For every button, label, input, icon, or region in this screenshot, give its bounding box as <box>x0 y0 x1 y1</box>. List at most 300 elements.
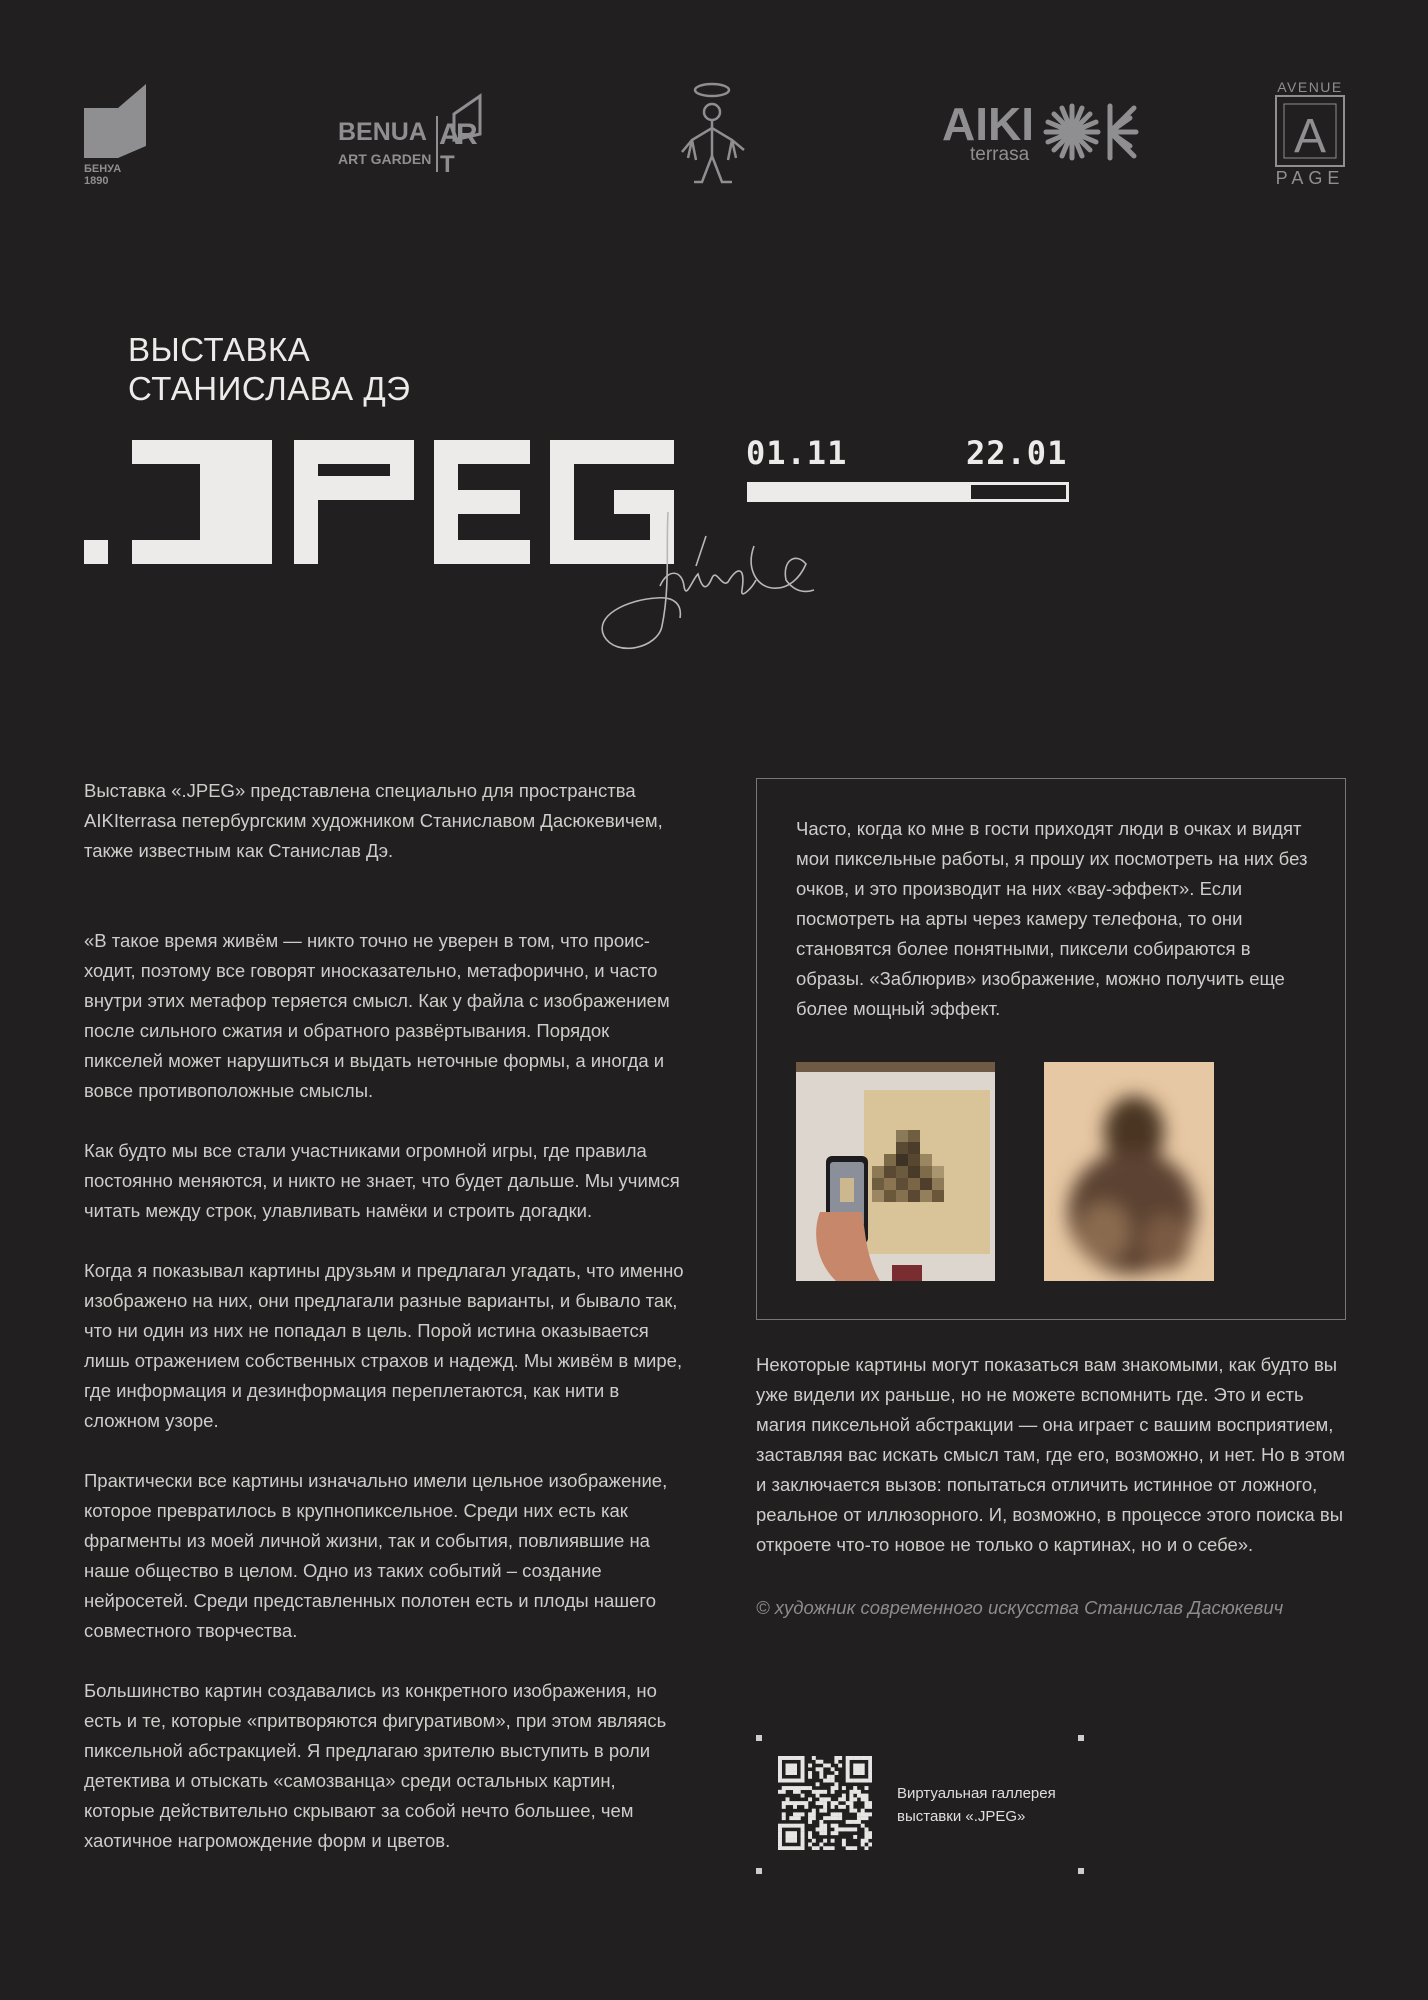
qr-module <box>782 1816 786 1820</box>
qr-caption-line-2: выставки «.JPEG» <box>897 1808 1026 1825</box>
qr-module <box>816 1760 820 1764</box>
qr-module <box>853 1779 857 1783</box>
qr-module <box>801 1831 805 1835</box>
qr-module <box>861 1756 865 1760</box>
qr-module <box>831 1839 835 1843</box>
partner-logos-row <box>0 0 1428 200</box>
svg-text:БЕНУА: БЕНУА <box>84 163 122 175</box>
qr-module <box>853 1820 857 1824</box>
qr-module <box>797 1779 801 1783</box>
qr-module <box>861 1824 865 1828</box>
qr-module <box>853 1756 857 1760</box>
qr-module <box>793 1831 797 1835</box>
qr-module <box>782 1779 786 1783</box>
qr-module <box>801 1842 805 1846</box>
qr-module <box>853 1835 857 1839</box>
qr-module <box>838 1797 842 1801</box>
intro-paragraph: Выставка «.JPEG» представлена специально для пространства AIKIterrasa петербургским художником Станиславом Дасюкевичем, также известным как Станислав Дэ. <box>84 780 663 861</box>
qr-module <box>857 1767 861 1771</box>
qr-module <box>808 1764 812 1768</box>
qr-module <box>831 1812 835 1816</box>
qr-module <box>808 1820 812 1824</box>
date-end: 22.01 <box>966 434 1068 472</box>
qr-module <box>808 1842 812 1846</box>
body-paragraph-3: Когда я показывал картины друзьям и предлагал угадать, что именно изображено на них, они предлагали разные варианты, и бывало так, что ни один из них не попадал в цель. Порой истина оказывается лишь отражением собственных страхов и надежд. Мы живём в мире, где информация и дезинформация переплетаются, как нити в сложном узоре. <box>84 1260 684 1431</box>
qr-module <box>838 1764 842 1768</box>
date-start: 01.11 <box>746 434 848 472</box>
qr-module <box>846 1767 850 1771</box>
qr-module <box>861 1809 865 1813</box>
qr-module <box>838 1816 842 1820</box>
exhibition-subtitle <box>128 330 410 408</box>
qr-module <box>789 1801 793 1805</box>
aiki-terrasa-logo <box>940 98 1140 168</box>
qr-module <box>786 1835 790 1839</box>
qr-module <box>868 1801 872 1805</box>
qr-module <box>861 1812 865 1816</box>
qr-module <box>857 1771 861 1775</box>
svg-text:AIKI: AIKI <box>942 98 1034 150</box>
qr-module <box>812 1846 816 1850</box>
qr-module <box>861 1842 865 1846</box>
qr-module <box>846 1756 850 1760</box>
qr-module <box>857 1779 861 1783</box>
qr-caption-line-1: Виртуальная галлерея <box>897 1785 1056 1802</box>
qr-module <box>838 1827 842 1831</box>
qr-module <box>849 1756 853 1760</box>
qr-module <box>808 1786 812 1790</box>
qr-module <box>801 1786 805 1790</box>
qr-module <box>831 1801 835 1805</box>
qr-module <box>861 1764 865 1768</box>
qr-module <box>812 1756 816 1760</box>
qr-module <box>849 1779 853 1783</box>
qr-module <box>789 1779 793 1783</box>
qr-module <box>789 1771 793 1775</box>
qr-module <box>849 1797 853 1801</box>
qr-module <box>823 1764 827 1768</box>
subtitle-line-2: СТАНИСЛАВА ДЭ <box>128 370 411 407</box>
svg-text:1890: 1890 <box>84 175 109 186</box>
qr-module <box>853 1827 857 1831</box>
qr-module <box>831 1831 835 1835</box>
qr-module <box>793 1816 797 1820</box>
benua-1890-logo <box>82 82 152 186</box>
qr-module <box>808 1797 812 1801</box>
qr-module <box>823 1809 827 1813</box>
qr-module <box>793 1756 797 1760</box>
qr-module <box>797 1812 801 1816</box>
qr-module <box>864 1797 868 1801</box>
blurred-painting-photo <box>1044 1062 1214 1281</box>
jpeg-pixel-wordmark <box>84 440 674 564</box>
qr-module <box>849 1846 853 1850</box>
qr-module <box>853 1786 857 1790</box>
qr-module <box>778 1839 782 1843</box>
qr-module <box>861 1797 865 1801</box>
quote-text: Часто, когда ко мне в гости приходят люди в очках и видят мои пиксельные работы, я прошу их посмотреть на них без очков, и это производит на них «вау-эффект». Если посмотреть на арты через камеру телефона, то они становятся более понятными, пиксели собираются в образы. «Заблюрив» изображение, можно получить еще более мощный эффект. <box>796 818 1308 1019</box>
qr-module <box>778 1846 782 1850</box>
qr-caption <box>897 1782 1097 1828</box>
qr-module <box>853 1846 857 1850</box>
qr-module <box>864 1779 868 1783</box>
benua-art-garden-logo <box>336 92 486 176</box>
qr-module <box>819 1824 823 1828</box>
qr-module <box>823 1797 827 1801</box>
qr-module <box>789 1831 793 1835</box>
qr-module <box>778 1831 782 1835</box>
qr-module <box>868 1775 872 1779</box>
qr-module <box>801 1756 805 1760</box>
qr-module <box>819 1842 823 1846</box>
qr-module <box>797 1801 801 1805</box>
qr-module <box>801 1839 805 1843</box>
qr-module <box>834 1756 838 1760</box>
qr-module <box>778 1756 782 1760</box>
qr-module <box>819 1760 823 1764</box>
qr-module <box>793 1846 797 1850</box>
qr-module <box>831 1790 835 1794</box>
qr-module <box>786 1824 790 1828</box>
subtitle-line-1: ВЫСТАВКА <box>128 331 311 368</box>
qr-module <box>831 1846 835 1850</box>
qr-module <box>823 1824 827 1828</box>
qr-module <box>819 1771 823 1775</box>
qr-module <box>823 1805 827 1809</box>
qr-module <box>819 1809 823 1813</box>
qr-module <box>861 1839 865 1843</box>
qr-module <box>846 1764 850 1768</box>
qr-module <box>801 1779 805 1783</box>
qr-module <box>797 1756 801 1760</box>
qr-module <box>868 1779 872 1783</box>
qr-module <box>801 1771 805 1775</box>
qr-module <box>846 1827 850 1831</box>
qr-module <box>868 1835 872 1839</box>
qr-module <box>782 1801 786 1805</box>
qr-module <box>819 1797 823 1801</box>
qr-module <box>778 1790 782 1794</box>
qr-module <box>808 1775 812 1779</box>
qr-module <box>861 1794 865 1798</box>
qr-module <box>849 1805 853 1809</box>
qr-module <box>853 1771 857 1775</box>
qr-frame-corner-tr <box>1078 1735 1084 1741</box>
qr-module <box>823 1831 827 1835</box>
qr-module <box>853 1790 857 1794</box>
qr-module <box>812 1790 816 1794</box>
qr-module <box>819 1831 823 1835</box>
qr-module <box>778 1764 782 1768</box>
qr-module <box>793 1812 797 1816</box>
qr-module <box>786 1756 790 1760</box>
qr-module <box>868 1842 872 1846</box>
svg-text:R: R <box>456 118 478 151</box>
qr-module <box>793 1786 797 1790</box>
qr-module <box>808 1831 812 1835</box>
qr-module <box>842 1839 846 1843</box>
qr-module <box>801 1767 805 1771</box>
body-paragraph-4: Практически все картины изначально имели цельное изображение, которое превратилось в крупнопиксельное. Среди них есть как фрагменты из моей личной жизни, так и события, повлиявшие на наше общество в целом. Одно из таких событий – создание нейросетей. Среди представленных полотен есть и плоды нашего совместного творчества. <box>84 1470 668 1641</box>
qr-module <box>797 1816 801 1820</box>
qr-module <box>797 1824 801 1828</box>
qr-module <box>846 1801 850 1805</box>
qr-module <box>812 1839 816 1843</box>
qr-module <box>786 1786 790 1790</box>
qr-module <box>834 1812 838 1816</box>
qr-module <box>846 1760 850 1764</box>
qr-module <box>808 1771 812 1775</box>
qr-module <box>801 1824 805 1828</box>
qr-module <box>864 1827 868 1831</box>
qr-module <box>864 1816 868 1820</box>
qr-module <box>801 1846 805 1850</box>
qr-module <box>868 1771 872 1775</box>
qr-module <box>801 1760 805 1764</box>
qr-module <box>789 1839 793 1843</box>
qr-module <box>838 1756 842 1760</box>
qr-module <box>789 1824 793 1828</box>
qr-module <box>786 1797 790 1801</box>
qr-module <box>819 1775 823 1779</box>
body-paragraph-2: Как будто мы все стали участниками огромной игры, где правила постоянно меняются, и никто не знает, что будет дальше. Мы учимся читать между строк, улавливать намёки и строить догадки. <box>84 1140 680 1221</box>
qr-module <box>827 1764 831 1768</box>
qr-module <box>831 1775 835 1779</box>
qr-module <box>793 1767 797 1771</box>
qr-module <box>782 1824 786 1828</box>
qr-module <box>831 1767 835 1771</box>
svg-text:T: T <box>440 151 455 176</box>
qr-module <box>857 1816 861 1820</box>
artist-credit: © художник современного искусства Станислав Дасюкевич <box>756 1597 1284 1618</box>
qr-module <box>819 1827 823 1831</box>
qr-module <box>786 1846 790 1850</box>
qr-module <box>808 1812 812 1816</box>
qr-module <box>793 1764 797 1768</box>
qr-module <box>786 1779 790 1783</box>
progress-fill <box>750 485 971 499</box>
qr-module <box>816 1794 820 1798</box>
qr-module <box>797 1790 801 1794</box>
avenue-page-logo <box>1270 80 1350 188</box>
qr-module <box>857 1794 861 1798</box>
qr-module <box>868 1831 872 1835</box>
qr-module <box>786 1767 790 1771</box>
qr-module <box>861 1767 865 1771</box>
qr-module <box>793 1771 797 1775</box>
qr-module <box>868 1812 872 1816</box>
qr-module <box>808 1816 812 1820</box>
qr-module <box>846 1846 850 1850</box>
qr-module <box>782 1790 786 1794</box>
qr-module <box>834 1816 838 1820</box>
qr-module <box>834 1786 838 1790</box>
qr-module <box>823 1790 827 1794</box>
qr-module <box>842 1805 846 1809</box>
qr-module <box>864 1801 868 1805</box>
qr-module <box>793 1805 797 1809</box>
qr-module <box>782 1846 786 1850</box>
qr-module <box>857 1820 861 1824</box>
phone-camera-photo <box>796 1062 995 1281</box>
qr-module <box>782 1805 786 1809</box>
qr-module <box>793 1824 797 1828</box>
qr-module <box>868 1805 872 1809</box>
qr-module <box>804 1786 808 1790</box>
svg-text:AVENUE: AVENUE <box>1277 80 1343 95</box>
qr-module <box>857 1790 861 1794</box>
qr-module <box>846 1771 850 1775</box>
qr-module <box>868 1764 872 1768</box>
qr-module <box>823 1816 827 1820</box>
qr-module <box>834 1760 838 1764</box>
svg-text:ART GARDEN: ART GARDEN <box>338 151 432 167</box>
qr-module <box>789 1767 793 1771</box>
qr-module <box>849 1827 853 1831</box>
qr-module <box>778 1779 782 1783</box>
qr-module <box>842 1786 846 1790</box>
qr-module <box>816 1827 820 1831</box>
qr-module <box>789 1846 793 1850</box>
qr-module <box>816 1801 820 1805</box>
right-text-column: Некоторые картины могут показаться вам знакомыми, как будто вы уже видели их раньше, но не можете вспомнить где. Это и есть магия пиксельной абстракции — она играет с вашим восприятием, заставляя вас искать смысл там, где его, возможно, и нет. Но в этом и заключается вызов: попытаться отличить истинное от ложного, реальное от иллюзорного. И, возможно, в процессе этого поиска вы откроете что-то новое не только о картинах, но и о себе». <box>756 1354 1346 1555</box>
qr-module <box>797 1786 801 1790</box>
qr-module <box>778 1775 782 1779</box>
qr-module <box>816 1782 820 1786</box>
qr-module <box>853 1809 857 1813</box>
qr-module <box>819 1767 823 1771</box>
qr-module <box>782 1786 786 1790</box>
qr-module <box>823 1779 827 1783</box>
qr-module <box>834 1831 838 1835</box>
qr-module <box>849 1794 853 1798</box>
qr-module <box>816 1790 820 1794</box>
qr-module <box>857 1764 861 1768</box>
qr-module <box>816 1767 820 1771</box>
qr-module <box>804 1801 808 1805</box>
qr-module <box>827 1775 831 1779</box>
qr-module <box>853 1767 857 1771</box>
qr-module <box>786 1831 790 1835</box>
body-paragraph-5: Большинство картин создавались из конкретного изображения, но есть и те, которые «притворяются фигуративом», при этом являясь пиксельной абстракцией. Я предлагаю зрителю выступить в роли детектива и отыскать «самозванца» среди остальных картин, которые действительно скрывают за собой нечто большее, чем хаотичное нагромождение форм и цветов. <box>84 1680 667 1851</box>
qr-module <box>801 1835 805 1839</box>
qr-module <box>846 1775 850 1779</box>
qr-module <box>831 1816 835 1820</box>
qr-module <box>797 1846 801 1850</box>
qr-code[interactable] <box>778 1756 872 1850</box>
qr-module <box>819 1790 823 1794</box>
qr-module <box>816 1846 820 1850</box>
qr-frame-corner-tl <box>756 1735 762 1741</box>
qr-module <box>827 1846 831 1850</box>
svg-text:terrasa: terrasa <box>970 144 1030 165</box>
qr-module <box>834 1824 838 1828</box>
qr-module <box>819 1820 823 1824</box>
qr-module <box>819 1801 823 1805</box>
qr-module <box>789 1756 793 1760</box>
qr-module <box>868 1756 872 1760</box>
qr-module <box>778 1824 782 1828</box>
exhibition-progress-bar <box>747 482 1069 502</box>
left-text-column <box>84 776 684 1886</box>
qr-module <box>831 1786 835 1790</box>
qr-module <box>838 1805 842 1809</box>
qr-module <box>864 1812 868 1816</box>
qr-module <box>808 1835 812 1839</box>
qr-module <box>864 1805 868 1809</box>
qr-module <box>823 1827 827 1831</box>
qr-module <box>801 1794 805 1798</box>
qr-module <box>831 1805 835 1809</box>
qr-module <box>864 1846 868 1850</box>
qr-module <box>786 1801 790 1805</box>
jpeg-title <box>84 440 674 564</box>
qr-module <box>801 1812 805 1816</box>
qr-module <box>801 1827 805 1831</box>
qr-module <box>823 1839 827 1843</box>
qr-module <box>849 1809 853 1813</box>
qr-module <box>789 1835 793 1839</box>
qr-module <box>789 1764 793 1768</box>
qr-module <box>786 1764 790 1768</box>
qr-module <box>823 1801 827 1805</box>
qr-module <box>842 1797 846 1801</box>
qr-module <box>849 1801 853 1805</box>
qr-module <box>801 1764 805 1768</box>
qr-module <box>846 1779 850 1783</box>
qr-module <box>831 1779 835 1783</box>
qr-module <box>864 1756 868 1760</box>
qr-module <box>778 1842 782 1846</box>
qr-module <box>804 1805 808 1809</box>
qr-module <box>864 1794 868 1798</box>
qr-frame-corner-bl <box>756 1868 762 1874</box>
svg-text:A: A <box>439 118 461 151</box>
angel-figure-logo <box>678 82 748 186</box>
qr-module <box>778 1760 782 1764</box>
qr-module <box>831 1824 835 1828</box>
qr-module <box>846 1820 850 1824</box>
artist-signature-graphic <box>596 508 816 656</box>
qr-frame-corner-br <box>1078 1868 1084 1874</box>
qr-module <box>834 1771 838 1775</box>
qr-module <box>778 1767 782 1771</box>
qr-module <box>834 1827 838 1831</box>
qr-module <box>812 1812 816 1816</box>
body-paragraph-1: «В такое время живём — никто точно не уверен в том, что происходит, поэтому все говорят иносказательно, метафорично, и часто внутри этих метафор теряется смысл. Как у файла с изображением после сильного сжатия и обратного развёртывания. Порядок пикселей может нарушиться и выдать неточные формы, а иногда и вовсе противоположные смыслы. <box>84 930 670 1101</box>
qr-module <box>842 1794 846 1798</box>
svg-text:A: A <box>1293 110 1327 163</box>
qr-module <box>827 1797 831 1801</box>
qr-module <box>834 1801 838 1805</box>
qr-module <box>812 1809 816 1813</box>
qr-module <box>782 1756 786 1760</box>
qr-module <box>842 1827 846 1831</box>
qr-module <box>849 1820 853 1824</box>
qr-module <box>786 1771 790 1775</box>
qr-module <box>838 1812 842 1816</box>
qr-module <box>789 1786 793 1790</box>
qr-module <box>861 1816 865 1820</box>
qr-module <box>778 1771 782 1775</box>
qr-module <box>801 1775 805 1779</box>
qr-module <box>864 1831 868 1835</box>
qr-module <box>827 1816 831 1820</box>
qr-module <box>842 1842 846 1846</box>
svg-text:BENUA: BENUA <box>338 118 427 146</box>
qr-module <box>793 1790 797 1794</box>
qr-module <box>853 1764 857 1768</box>
